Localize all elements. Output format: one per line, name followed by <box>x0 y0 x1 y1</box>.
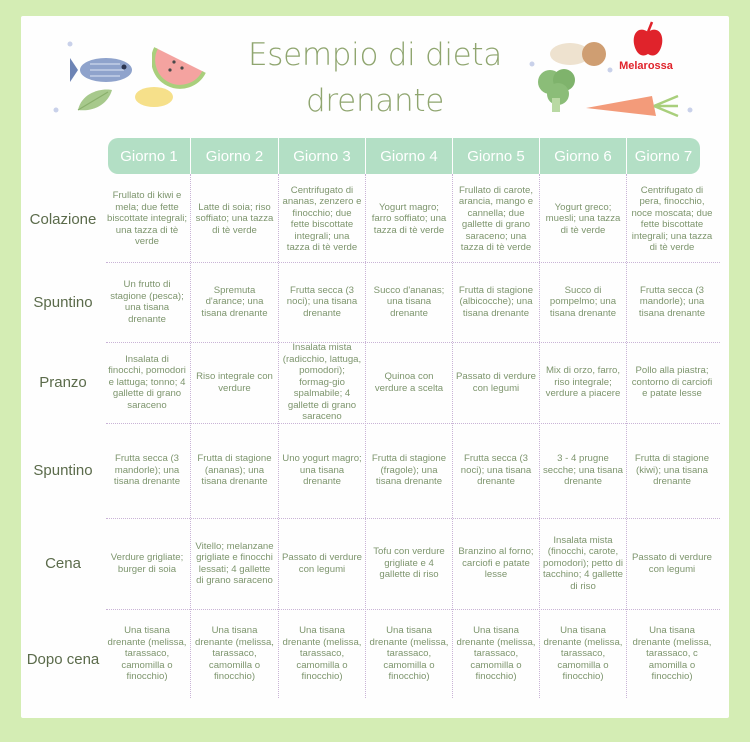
page-title <box>220 32 530 124</box>
meal-cell: Frutta secca (3 mandorle); una tisana drenante <box>113 453 181 488</box>
meal-label-cena: Cena <box>45 555 81 572</box>
meal-cell: Branzino al forno; carciofi e patate lesse <box>458 546 534 581</box>
day-header-2: Giorno 2 <box>191 138 278 174</box>
meal-cell: Frutta di stagione (fragole); una tisana drenante <box>371 453 447 488</box>
meal-cell: Passato di verdure con legumi <box>456 371 536 394</box>
meal-cell: Verdure grigliate; burger di soia <box>110 552 184 575</box>
meal-cell: Frullato di kiwi e mela; due fette biscottate integrali; una tazza di tè verde <box>107 190 187 248</box>
meal-cell: Frutta secca (3 mandorle); una tisana drenante <box>638 284 706 319</box>
day-header-5: Giorno 5 <box>453 138 539 174</box>
meal-cell: Frutta di stagione (kiwi); una tisana drenante <box>634 453 710 488</box>
meal-cell: Una tisana drenante (melissa, tarassaco, camomilla o finocchio) <box>543 625 623 683</box>
meal-label-colazione: Colazione <box>29 210 97 228</box>
meal-cell: Una tisana drenante (melissa, tarassaco, camomilla o finocchio) <box>369 625 449 683</box>
day-header-1: Giorno 1 <box>108 138 190 174</box>
meal-cell: Riso integrale con verdure <box>196 371 273 394</box>
meal-cell: Frutta secca (3 noci); una tisana drenante <box>460 453 532 488</box>
day-header-7: Giorno 7 <box>627 138 700 174</box>
meal-cell: Una tisana drenante (melissa, tarassaco, camomilla o finocchio) <box>107 625 187 683</box>
meal-cell: Centrifugato di pera, finocchio, noce moscata; due fette biscottate integrali; una tazza di tè verde <box>631 184 713 253</box>
meal-cell: Un frutto di stagione (pesca); una tisana drenante <box>110 279 184 325</box>
meal-cell: Yogurt greco; muesli; una tazza di tè verde <box>545 201 621 236</box>
meal-cell: Quinoa con verdure a scelta <box>374 371 444 394</box>
meal-cell: Centrifugato di ananas, zenzero e finocchio; due fette biscottate integrali; una tazza di tè verde <box>282 184 362 253</box>
meal-cell: Passato di verdure con legumi <box>282 552 362 575</box>
meal-cell: Vitello; melanzane grigliate e finocchi lessati; 4 gallette di grano saraceno <box>195 540 274 586</box>
meal-cell: Spremuta d'arance; una tisana drenante <box>201 284 268 319</box>
meal-cell: Una tisana drenante (melissa, tarassaco, camomilla o finocchio) <box>282 625 362 683</box>
meal-cell: Una tisana drenante (melissa, tarassaco, camomilla o finocchio) <box>195 625 274 683</box>
meal-cell: Mix di orzo, farro, riso integrale; verdure a piacere <box>545 365 621 400</box>
day-header-6: Giorno 6 <box>540 138 626 174</box>
meal-cell: Frutta secca (3 noci); una tisana drenante <box>286 284 358 319</box>
day-header-4: Giorno 4 <box>366 138 452 174</box>
title-line-2: drenante <box>306 83 444 119</box>
meal-cell: Uno yogurt magro; una tisana drenante <box>282 453 362 488</box>
meal-cell: Una tisana drenante (melissa, tarassaco, camomilla o finocchio) <box>456 625 536 683</box>
meal-cell: Insalata mista (radicchio, lattuga, pomodori); formag-gio spalmabile; 4 gallette di grano saraceno <box>282 342 362 423</box>
meal-cell: Latte di soia; riso soffiato; una tazza di tè verde <box>195 201 274 236</box>
meal-cell: 3 - 4 prugne secche; una tisana drenante <box>543 453 624 488</box>
meal-cell: Frullato di carote, arancia, mango e cannella; due gallette di grano saraceno; una tazza di tè verde <box>458 184 534 253</box>
meal-cell: Passato di verdure con legumi <box>632 552 712 575</box>
meal-cell: Frutta di stagione (ananas); una tisana drenante <box>197 453 272 488</box>
meal-cell: Una tisana drenante (melissa, tarassaco, c amomilla o finocchio) <box>632 625 712 683</box>
meal-label-pranzo: Pranzo <box>39 374 87 391</box>
brand-name: Melarossa <box>619 60 673 72</box>
meal-cell: Succo di pompelmo; una tisana drenante <box>549 284 617 319</box>
meal-label-spuntino-2: Spuntino <box>33 462 93 479</box>
meal-cell: Insalata mista (finocchi, carote, pomodori); petto di tacchino; 4 gallette di riso <box>543 534 624 592</box>
meal-cell: Insalata di finocchi, pomodori e lattuga; tonno; 4 gallette di grano saraceno <box>108 353 186 411</box>
meal-cell: Tofu con verdure grigliate e 4 gallette di riso <box>373 546 445 581</box>
meal-label-dopo-cena: Dopo cena <box>26 650 100 668</box>
meal-cell: Succo d'ananas; una tisana drenante <box>373 284 445 319</box>
meal-cell: Pollo alla piastra; contorno di carciofi e patate lesse <box>631 365 713 400</box>
title-line-1: Esempio di dieta <box>248 37 502 73</box>
meal-cell: Frutta di stagione (albicocche); una tisana drenante <box>458 284 534 319</box>
meal-label-spuntino: Spuntino <box>33 293 93 311</box>
meal-cell: Yogurt magro; farro soffiato; una tazza di tè verde <box>371 201 447 236</box>
day-header-3: Giorno 3 <box>279 138 365 174</box>
